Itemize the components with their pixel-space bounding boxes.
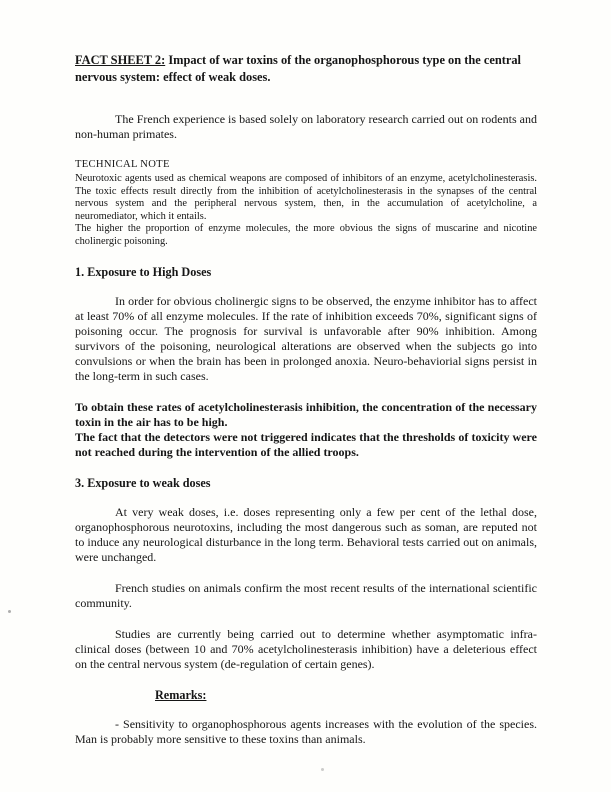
remarks-item: - Sensitivity to organophosphorous agents increases with the evolution of the species. Man is probably more sensitive to these toxins than animals. bbox=[75, 716, 537, 746]
technical-note-heading: TECHNICAL NOTE bbox=[75, 159, 170, 170]
section-1-bold-statement-2: The fact that the detectors were not triggered indicates that the thresholds of toxicity were not reached during the intervention of the allied troops. bbox=[75, 429, 537, 459]
intro-paragraph: The French experience is based solely on laboratory research carried out on rodents and non-human primates. bbox=[75, 112, 537, 141]
title-text: Impact of war toxins of the organophosphorous type on the central nervous system: effect of weak doses. bbox=[75, 53, 521, 84]
section-3-heading: 3. Exposure to weak doses bbox=[75, 475, 211, 490]
section-3-paragraph-2: French studies on animals confirm the most recent results of the international scientific community. bbox=[75, 580, 537, 610]
title-label: FACT SHEET 2: bbox=[75, 53, 166, 67]
section-3-paragraph-3: Studies are currently being carried out to determine whether asymptomatic infra-clinical doses (between 10 and 70% acetylcholinesterasis inhibition) have a deleterious effect on the central nervous system (de-regulation of certain genes). bbox=[75, 626, 537, 671]
section-3-paragraph-1: At very weak doses, i.e. doses representing only a few per cent of the lethal dose, organophosphorous neurotoxins, including the most dangerous such as soman, are reputed not to induce any neurological disturbance in the long term. Behavioral tests carried out on animals, were unchanged. bbox=[75, 504, 537, 564]
scan-artifact-bottom bbox=[321, 768, 324, 771]
section-1-paragraph: In order for obvious cholinergic signs to be observed, the enzyme inhibitor has to affect at least 70% of all enzyme molecules. If the rate of inhibition exceeds 70%, significant signs of poisoning occur. The prognosis for survival is unfavorable after 90% inhibition. Among survivors of the poisoning, neurological alterations are observed when the subjects go into convulsions or when the brain has been in prolonged anoxia. Neuro-behaviorial signs persist in the long-term in such cases. bbox=[75, 293, 537, 383]
section-1-bold-statement-1: To obtain these rates of acetylcholinesterasis inhibition, the concentration of the necessary toxin in the air has to be high. bbox=[75, 399, 537, 429]
document-title bbox=[75, 52, 537, 86]
technical-note-body-2: The higher the proportion of enzyme molecules, the more obvious the signs of muscarine and nicotine cholinergic poisoning. bbox=[75, 223, 537, 247]
scan-artifact-left bbox=[8, 610, 11, 613]
technical-note-body-1: Neurotoxic agents used as chemical weapons are composed of inhibitors of an enzyme, acetylcholinesterasis. The toxic effects result directly from the inhibition of acetylcholinesterasis in the synapses of the central nervous system and the peripheral nervous system, then, in the accumulation of acetylcholine, a neuromediator, which it entails. bbox=[75, 173, 537, 222]
remarks-heading: Remarks: bbox=[155, 687, 207, 702]
section-1-heading: 1. Exposure to High Doses bbox=[75, 264, 212, 279]
